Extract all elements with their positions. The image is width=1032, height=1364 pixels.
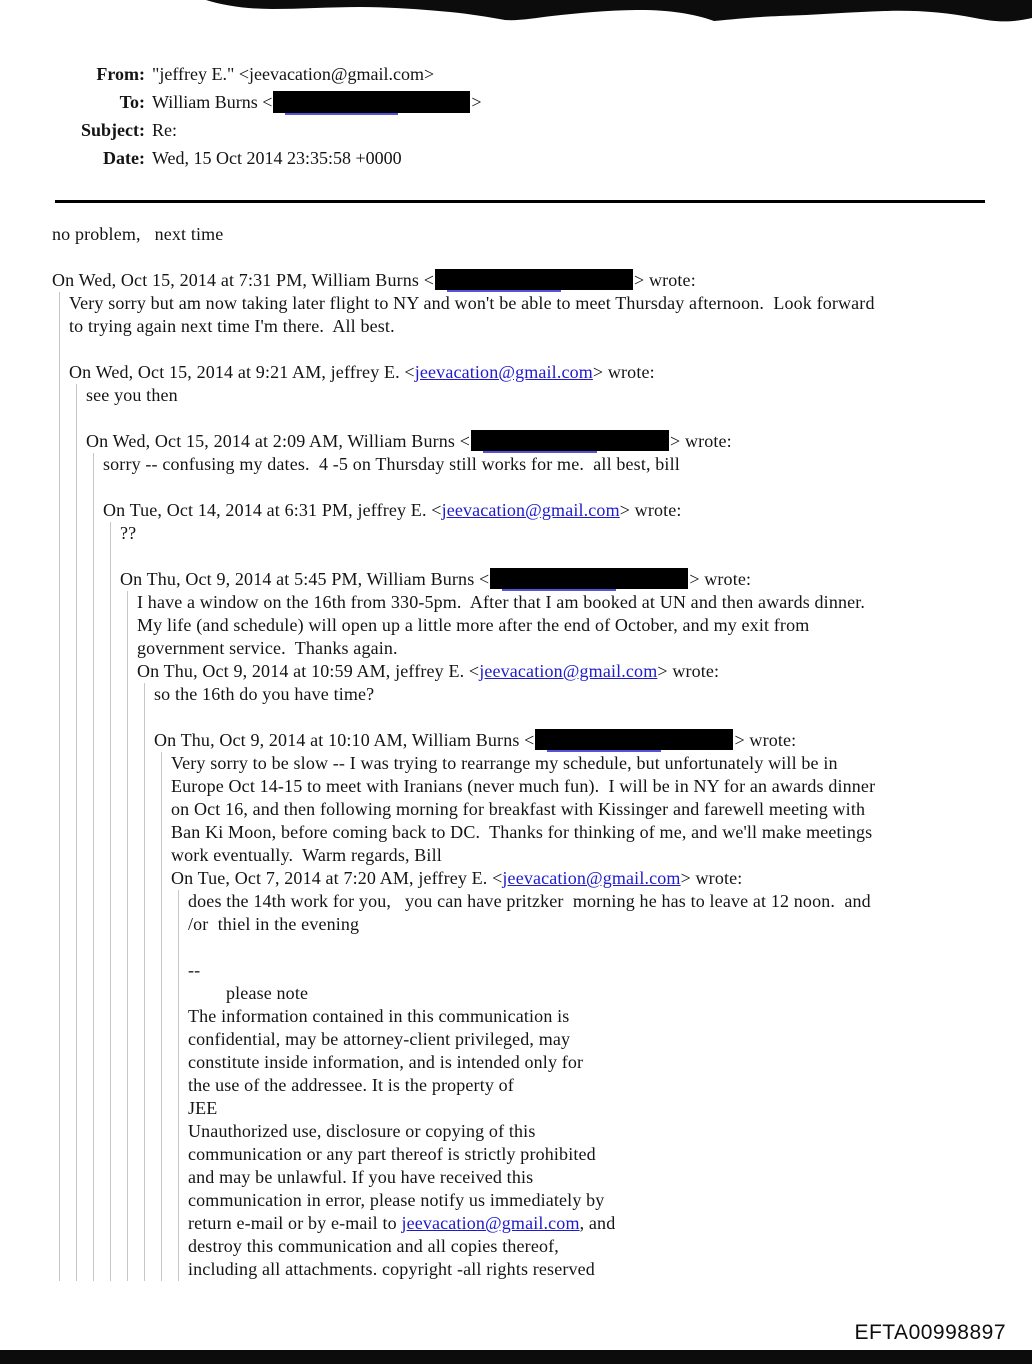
- text-segment: see you then: [86, 385, 178, 405]
- email-link[interactable]: jeevacation@gmail.com: [414, 362, 593, 382]
- quoted-message: [93, 453, 992, 1281]
- text-line: [188, 890, 992, 913]
- text-segment: > wrote:: [619, 500, 682, 520]
- text-segment: ??: [120, 523, 137, 543]
- text-segment: please note: [226, 983, 309, 1003]
- text-line: [120, 522, 992, 545]
- email-link[interactable]: jeevacation@gmail.com: [401, 1213, 580, 1233]
- text-segment: JEE: [188, 1098, 218, 1118]
- text-segment: constitute inside information, and is intended only for: [188, 1052, 584, 1072]
- text-line: [171, 798, 992, 821]
- text-line: [171, 821, 992, 844]
- text-segment: /or thiel in the evening: [188, 914, 360, 934]
- header-divider: [55, 200, 985, 203]
- text-segment: On Thu, Oct 9, 2014 at 10:59 AM, jeffrey E. <: [137, 661, 480, 681]
- text-segment: > wrote:: [680, 868, 743, 888]
- quoted-message: [144, 683, 992, 1281]
- to-label: To:: [119, 92, 145, 112]
- text-segment: > wrote:: [634, 270, 696, 290]
- text-segment: communication or any part thereof is strictly prohibited: [188, 1144, 596, 1164]
- text-segment: > wrote:: [689, 569, 752, 589]
- from-label: From:: [96, 64, 145, 84]
- blank-line: [103, 476, 992, 499]
- text-line: [154, 729, 992, 752]
- quoted-message: [59, 292, 992, 1281]
- text-segment: Europe Oct 14-15 to meet with Iranians (never much fun). I will be in NY for an awards dinner: [171, 776, 876, 796]
- text-segment: so the 16th do you have time?: [154, 684, 375, 704]
- text-segment: On Tue, Oct 14, 2014 at 6:31 PM, jeffrey E. <: [103, 500, 442, 520]
- text-segment: > wrote:: [670, 431, 732, 451]
- text-line: [188, 982, 992, 1005]
- text-line: [103, 453, 992, 476]
- text-segment: On Thu, Oct 9, 2014 at 10:10 AM, William Burns <: [154, 730, 535, 750]
- text-line: [69, 361, 992, 384]
- text-segment: On Thu, Oct 9, 2014 at 5:45 PM, William Burns <: [120, 569, 490, 589]
- redaction-box: [273, 91, 470, 113]
- text-segment: government service. Thanks again.: [137, 638, 398, 658]
- text-segment: I have a window on the 16th from 330-5pm. After that I am booked at UN and then awards dinner.: [137, 592, 866, 612]
- scan-edge-top: [0, 0, 1032, 26]
- text-segment: on Oct 16, and then following morning for breakfast with Kissinger and farewell meeting with: [171, 799, 866, 819]
- blank-line: [120, 545, 992, 568]
- text-segment: On Wed, Oct 15, 2014 at 9:21 AM, jeffrey E. <: [69, 362, 415, 382]
- quoted-message: [110, 522, 992, 1281]
- text-line: [188, 1166, 992, 1189]
- text-segment: communication in error, please notify us immediately by: [188, 1190, 605, 1210]
- text-segment: sorry -- confusing my dates. 4 -5 on Thursday still works for me. all best, bill: [103, 454, 680, 474]
- text-segment: Very sorry to be slow -- I was trying to rearrange my schedule, but unfortunately will be in: [171, 753, 838, 773]
- text-line: [52, 223, 992, 246]
- text-segment: On Wed, Oct 15, 2014 at 7:31 PM, William Burns <: [52, 270, 435, 290]
- quoted-message: [127, 591, 992, 1281]
- text-segment: return e-mail or by e-mail to: [188, 1213, 402, 1233]
- email-header-block: [0, 62, 1032, 174]
- text-segment: The information contained in this communication is: [188, 1006, 570, 1026]
- text-line: [188, 1120, 992, 1143]
- quoted-message: [76, 384, 992, 1281]
- text-segment: Ban Ki Moon, before coming back to DC. Thanks for thinking of me, and we'll make meetings: [171, 822, 873, 842]
- text-line: [171, 844, 992, 867]
- quoted-message: [161, 752, 992, 1281]
- header-row-to: [0, 90, 1032, 118]
- blank-line: [86, 407, 992, 430]
- text-segment: On Tue, Oct 7, 2014 at 7:20 AM, jeffrey E. <: [171, 868, 503, 888]
- header-row-date: [0, 146, 1032, 174]
- subject-value: Re:: [152, 120, 177, 140]
- text-segment: confidential, may be attorney-client privileged, may: [188, 1029, 571, 1049]
- text-line: [171, 867, 992, 890]
- text-line: [188, 1258, 992, 1281]
- email-link[interactable]: jeevacation@gmail.com: [479, 661, 658, 681]
- text-segment: Unauthorized use, disclosure or copying of this: [188, 1121, 536, 1141]
- redaction-box: [435, 269, 633, 290]
- text-segment: > wrote:: [734, 730, 797, 750]
- from-value: "jeffrey E." <jeevacation@gmail.com>: [152, 64, 435, 84]
- text-line: [137, 660, 992, 683]
- quoted-message: [178, 890, 992, 1281]
- text-line: [188, 1005, 992, 1028]
- text-segment: destroy this communication and all copies thereof,: [188, 1236, 559, 1256]
- text-segment: On Wed, Oct 15, 2014 at 2:09 AM, William Burns <: [86, 431, 470, 451]
- header-row-subject: [0, 118, 1032, 146]
- header-row-from: [0, 62, 1032, 90]
- text-segment: the use of the addressee. It is the property of: [188, 1075, 514, 1095]
- blank-line: [188, 936, 992, 959]
- text-line: [171, 752, 992, 775]
- bates-number: EFTA00998897: [854, 1321, 1006, 1344]
- text-line: [69, 315, 992, 338]
- text-line: [188, 1074, 992, 1097]
- email-body: [52, 223, 992, 1281]
- email-link[interactable]: jeevacation@gmail.com: [441, 500, 620, 520]
- text-line: [188, 959, 992, 982]
- blank-line: [52, 246, 992, 269]
- text-line: [188, 913, 992, 936]
- date-label: Date:: [103, 148, 145, 168]
- text-segment: Very sorry but am now taking later flight to NY and won't be able to meet Thursday afternoon. Look forward: [69, 293, 875, 313]
- redaction-box: [471, 430, 669, 451]
- to-value: [152, 90, 482, 118]
- to-value-suffix: >: [471, 92, 482, 112]
- text-segment: including all attachments. copyright -all rights reserved: [188, 1259, 595, 1279]
- scan-edge-bottom: [0, 1350, 1032, 1364]
- blank-line: [154, 706, 992, 729]
- text-line: [188, 1212, 992, 1235]
- blank-line: [69, 338, 992, 361]
- text-line: [86, 384, 992, 407]
- text-segment: , and: [579, 1213, 616, 1233]
- text-segment: and may be unlawful. If you have received this: [188, 1167, 534, 1187]
- redaction-box: [490, 568, 688, 589]
- text-line: [137, 591, 992, 614]
- text-line: [188, 1235, 992, 1258]
- text-line: [154, 683, 992, 706]
- text-segment: does the 14th work for you, you can have pritzker morning he has to leave at 12 noon. and: [188, 891, 871, 911]
- text-line: [188, 1097, 992, 1120]
- text-segment: no problem, next time: [52, 224, 224, 244]
- text-segment: work eventually. Warm regards, Bill: [171, 845, 442, 865]
- text-segment: > wrote:: [657, 661, 720, 681]
- text-segment: My life (and schedule) will open up a little more after the end of October, and my exit from: [137, 615, 810, 635]
- text-line: [52, 269, 992, 292]
- text-line: [188, 1051, 992, 1074]
- text-segment: --: [188, 960, 201, 980]
- email-link[interactable]: jeevacation@gmail.com: [502, 868, 681, 888]
- text-segment: to trying again next time I'm there. All best.: [69, 316, 395, 336]
- subject-label: Subject:: [81, 120, 145, 140]
- text-line: [103, 499, 992, 522]
- text-line: [86, 430, 992, 453]
- text-line: [188, 1028, 992, 1051]
- text-line: [137, 614, 992, 637]
- text-line: [120, 568, 992, 591]
- text-line: [188, 1143, 992, 1166]
- date-value: Wed, 15 Oct 2014 23:35:58 +0000: [152, 148, 402, 168]
- text-line: [188, 1189, 992, 1212]
- text-line: [171, 775, 992, 798]
- text-segment: > wrote:: [592, 362, 655, 382]
- redaction-box: [535, 729, 733, 750]
- to-value-prefix: William Burns <: [152, 92, 273, 112]
- text-line: [137, 637, 992, 660]
- text-line: [69, 292, 992, 315]
